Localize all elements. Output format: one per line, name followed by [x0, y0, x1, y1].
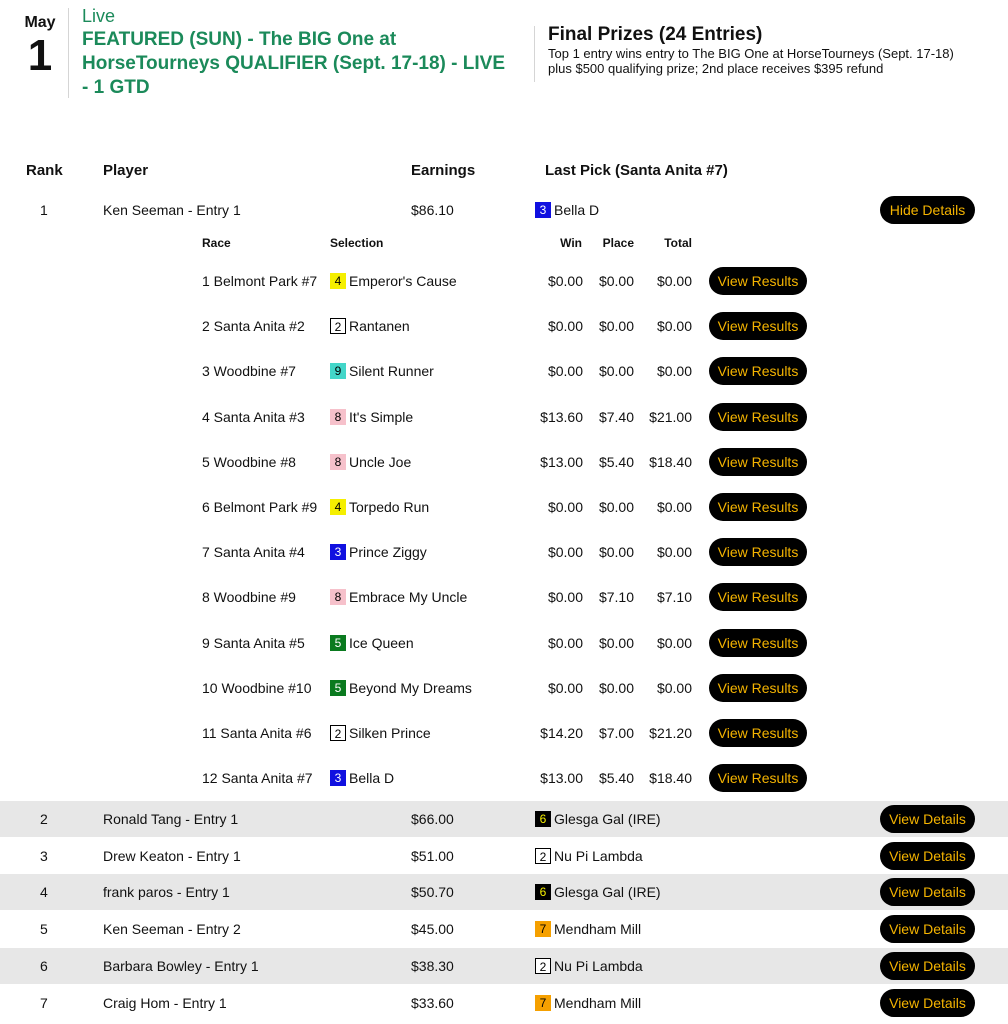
detail-selection	[330, 589, 467, 605]
tournament-status: Live	[82, 6, 116, 26]
pick-horse-name: Nu Pi Lambda	[554, 957, 643, 974]
detail-selection	[330, 499, 429, 515]
prizes-title: Final Prizes (24 Entries)	[548, 24, 763, 45]
post-position-badge: 7	[535, 995, 551, 1011]
view-results-button[interactable]: View Results	[709, 403, 807, 431]
pick-horse-name: Mendham Mill	[554, 921, 642, 938]
row-last-pick	[535, 884, 661, 900]
detail-total: $21.00	[649, 408, 692, 425]
detail-win: $0.00	[547, 273, 583, 289]
prizes-description: Top 1 entry wins entry to The BIG One at HorseTourneys (Sept. 17-18) plus $500 qualifying prize; 2nd place receives $395 refund	[548, 46, 954, 76]
detail-horse-name: Uncle Joe	[349, 453, 412, 470]
view-details-button[interactable]: View Details	[880, 805, 975, 833]
detail-selection	[330, 318, 410, 334]
detail-selection	[330, 635, 414, 651]
row-player: Ken Seeman - Entry 2	[103, 921, 241, 938]
view-results-button[interactable]: View Results	[709, 448, 807, 476]
leaderboard-row	[0, 838, 1008, 874]
detail-total: $0.00	[656, 544, 692, 561]
detail-horse-name: Silent Runner	[349, 363, 434, 380]
date-block	[20, 14, 60, 80]
pick-detail-row	[0, 710, 1008, 755]
prizes-divider	[534, 26, 535, 82]
detail-horse-name: It's Simple	[349, 408, 414, 425]
details-header-selection: Selection	[330, 236, 384, 250]
view-results-button[interactable]: View Results	[709, 538, 807, 566]
pick-detail-row	[0, 348, 1008, 393]
view-results-button[interactable]: View Results	[709, 674, 807, 702]
pick-detail-row	[0, 529, 1008, 574]
detail-race: 4 Santa Anita #3	[202, 408, 305, 425]
detail-horse-name: Emperor's Cause	[349, 273, 457, 289]
row-last-pick	[535, 811, 661, 827]
column-header-earnings: Earnings	[411, 162, 476, 179]
view-results-button[interactable]: View Results	[709, 357, 807, 385]
detail-race: 2 Santa Anita #2	[202, 318, 305, 335]
post-position-badge: 5	[330, 680, 346, 696]
pick-detail-row	[0, 303, 1008, 348]
row-last-pick	[535, 848, 643, 864]
detail-selection	[330, 363, 434, 379]
row-earnings: $33.60	[411, 994, 454, 1011]
detail-race: 10 Woodbine #10	[202, 679, 312, 696]
view-details-button[interactable]: View Details	[880, 915, 975, 943]
detail-horse-name: Embrace My Uncle	[349, 589, 468, 606]
post-position-badge: 4	[330, 273, 346, 289]
detail-selection	[330, 770, 394, 786]
detail-win: $13.60	[540, 408, 583, 425]
column-header-player: Player	[103, 162, 149, 179]
detail-total: $18.40	[649, 770, 692, 787]
row-rank: 4	[40, 884, 48, 901]
detail-total: $0.00	[656, 318, 692, 335]
pick-detail-row	[0, 665, 1008, 710]
post-position-badge: 2	[535, 848, 551, 864]
detail-selection	[330, 725, 431, 741]
row-player: Drew Keaton - Entry 1	[103, 847, 241, 864]
post-position-badge: 9	[330, 363, 346, 379]
row-rank: 7	[40, 994, 48, 1011]
pick-detail-row	[0, 439, 1008, 484]
view-results-button[interactable]: View Results	[709, 493, 807, 521]
detail-selection	[330, 680, 472, 696]
detail-place: $0.00	[598, 634, 634, 651]
view-results-button[interactable]: View Results	[709, 629, 807, 657]
detail-place: $0.00	[598, 544, 634, 561]
view-details-button[interactable]: View Details	[880, 989, 975, 1017]
pick-detail-row	[0, 755, 1008, 800]
row-rank: 6	[40, 957, 48, 974]
pick-horse-name: Glesga Gal (IRE)	[554, 811, 661, 827]
hide-details-button[interactable]: Hide Details	[880, 196, 975, 224]
pick-detail-row	[0, 394, 1008, 439]
row-earnings: $51.00	[411, 847, 454, 864]
pick-detail-row	[0, 258, 1008, 303]
detail-win: $0.00	[547, 544, 583, 561]
row-player: Ken Seeman - Entry 1	[103, 202, 241, 218]
detail-place: $7.00	[598, 725, 634, 741]
post-position-badge: 7	[535, 921, 551, 937]
detail-win: $0.00	[547, 499, 583, 515]
leaderboard-row	[0, 801, 1008, 837]
detail-selection	[330, 409, 413, 425]
detail-total: $21.20	[649, 725, 692, 741]
column-header-rank: Rank	[26, 162, 63, 179]
row-earnings: $86.10	[411, 202, 454, 218]
post-position-badge: 3	[535, 202, 551, 218]
pick-horse-name: Glesga Gal (IRE)	[554, 884, 661, 901]
detail-race: 7 Santa Anita #4	[202, 544, 305, 561]
post-position-badge: 8	[330, 454, 346, 470]
detail-place: $5.40	[598, 453, 634, 470]
pick-horse-name: Mendham Mill	[554, 994, 642, 1011]
detail-total: $0.00	[656, 634, 692, 651]
detail-selection	[330, 273, 457, 289]
row-earnings: $45.00	[411, 921, 454, 938]
view-results-button[interactable]: View Results	[709, 312, 807, 340]
detail-race: 9 Santa Anita #5	[202, 634, 305, 651]
view-results-button[interactable]: View Results	[709, 764, 807, 792]
row-rank: 2	[40, 811, 48, 827]
detail-place: $0.00	[598, 318, 634, 335]
pick-detail-row	[0, 574, 1008, 619]
detail-place: $0.00	[598, 499, 634, 515]
detail-selection	[330, 544, 427, 560]
detail-horse-name: Rantanen	[349, 318, 410, 335]
header-divider	[68, 8, 69, 98]
detail-race: 8 Woodbine #9	[202, 589, 296, 606]
row-last-pick	[535, 202, 599, 218]
date-day: 1	[27, 31, 53, 80]
tournament-title: FEATURED (SUN) - The BIG One at HorseTourneys QUALIFIER (Sept. 17-18) - LIVE - 1 GTD	[82, 29, 506, 98]
detail-total: $0.00	[656, 679, 692, 696]
leaderboard-row	[0, 985, 1008, 1021]
view-results-button[interactable]: View Results	[709, 267, 807, 295]
column-header-last-pick: Last Pick (Santa Anita #7)	[545, 162, 728, 179]
detail-win: $14.20	[540, 725, 583, 741]
detail-win: $13.00	[540, 770, 583, 787]
detail-win: $0.00	[547, 589, 583, 606]
detail-place: $7.10	[598, 589, 634, 606]
row-rank: 3	[40, 847, 48, 864]
detail-win: $13.00	[540, 453, 583, 470]
detail-race: 6 Belmont Park #9	[202, 499, 318, 515]
row-earnings: $66.00	[411, 811, 454, 827]
date-month: May	[24, 14, 56, 31]
post-position-badge: 6	[535, 811, 551, 827]
row-player: Barbara Bowley - Entry 1	[103, 957, 259, 974]
detail-race: 1 Belmont Park #7	[202, 273, 318, 289]
post-position-badge: 5	[330, 635, 346, 651]
post-position-badge: 3	[330, 770, 346, 786]
detail-race: 3 Woodbine #7	[202, 363, 296, 380]
detail-horse-name: Prince Ziggy	[349, 544, 427, 561]
detail-total: $18.40	[649, 453, 692, 470]
pick-horse-name: Nu Pi Lambda	[554, 847, 643, 864]
row-player: Craig Hom - Entry 1	[103, 994, 227, 1011]
detail-total: $0.00	[656, 273, 692, 289]
detail-race: 11 Santa Anita #6	[202, 725, 312, 741]
detail-horse-name: Beyond My Dreams	[349, 679, 472, 696]
pick-horse-name: Bella D	[554, 202, 600, 218]
post-position-badge: 4	[330, 499, 346, 515]
leaderboard-row	[0, 911, 1008, 947]
leaderboard-row-expanded	[0, 192, 1008, 228]
row-player: frank paros - Entry 1	[103, 884, 230, 901]
detail-race: 5 Woodbine #8	[202, 453, 296, 470]
detail-place: $7.40	[598, 408, 634, 425]
details-header-win: Win	[560, 236, 582, 250]
post-position-badge: 2	[535, 958, 551, 974]
detail-horse-name: Torpedo Run	[349, 499, 430, 515]
row-last-pick	[535, 921, 641, 937]
pick-detail-row	[0, 620, 1008, 665]
row-rank: 1	[40, 202, 48, 218]
row-earnings: $50.70	[411, 884, 454, 901]
detail-place: $0.00	[598, 273, 634, 289]
leaderboard-row	[0, 948, 1008, 984]
detail-win: $0.00	[547, 363, 583, 380]
details-header-total: Total	[664, 236, 692, 250]
post-position-badge: 8	[330, 589, 346, 605]
detail-total: $7.10	[656, 589, 692, 606]
post-position-badge: 2	[330, 725, 346, 741]
details-header-place: Place	[602, 236, 634, 250]
detail-horse-name: Ice Queen	[349, 634, 414, 651]
view-results-button[interactable]: View Results	[709, 719, 807, 747]
post-position-badge: 8	[330, 409, 346, 425]
post-position-badge: 2	[330, 318, 346, 334]
view-details-button[interactable]: View Details	[880, 952, 975, 980]
view-details-button[interactable]: View Details	[880, 878, 975, 906]
pick-detail-row	[0, 484, 1008, 529]
row-rank: 5	[40, 921, 48, 938]
detail-horse-name: Bella D	[349, 770, 395, 787]
detail-place: $5.40	[598, 770, 634, 787]
detail-selection	[330, 454, 411, 470]
detail-win: $0.00	[547, 634, 583, 651]
detail-total: $0.00	[656, 363, 692, 380]
row-earnings: $38.30	[411, 957, 454, 974]
view-details-button[interactable]: View Details	[880, 842, 975, 870]
detail-win: $0.00	[547, 679, 583, 696]
leaderboard-row	[0, 874, 1008, 910]
details-header-race: Race	[202, 236, 231, 250]
detail-place: $0.00	[598, 363, 634, 380]
detail-total: $0.00	[656, 499, 692, 515]
detail-race: 12 Santa Anita #7	[202, 770, 313, 787]
row-player: Ronald Tang - Entry 1	[103, 811, 239, 827]
detail-place: $0.00	[598, 679, 634, 696]
row-last-pick	[535, 958, 643, 974]
detail-win: $0.00	[547, 318, 583, 335]
post-position-badge: 3	[330, 544, 346, 560]
post-position-badge: 6	[535, 884, 551, 900]
detail-horse-name: Silken Prince	[349, 725, 431, 741]
view-results-button[interactable]: View Results	[709, 583, 807, 611]
row-last-pick	[535, 995, 641, 1011]
